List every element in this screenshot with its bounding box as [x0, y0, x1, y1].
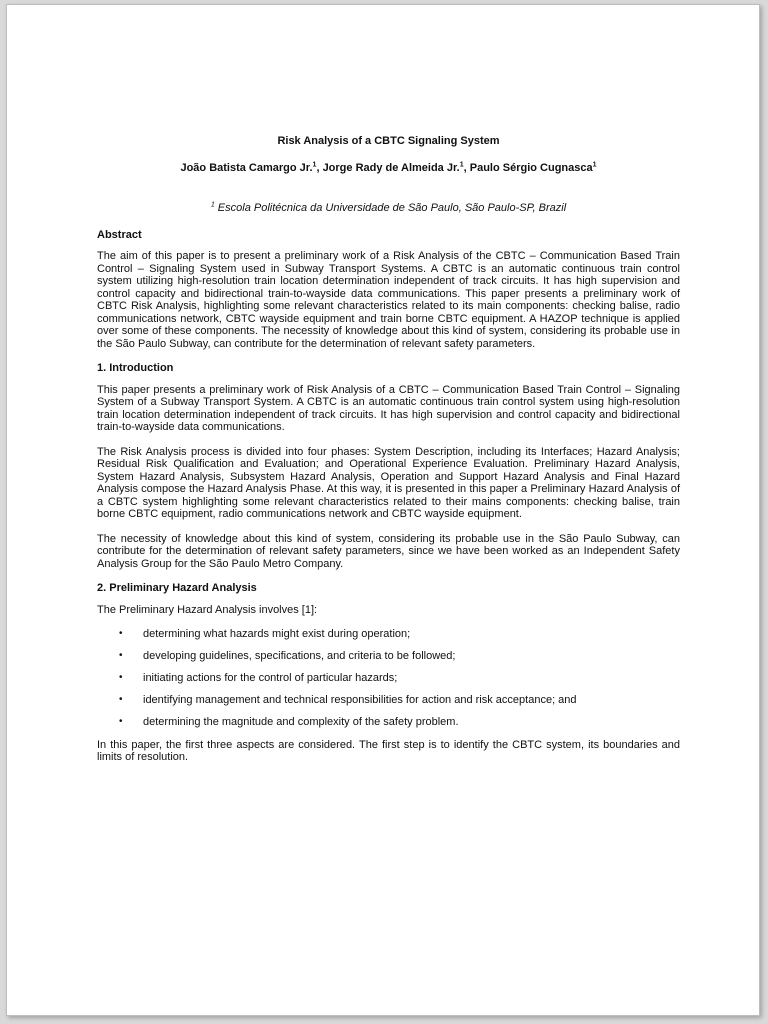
author-affiliation-mark: 1: [312, 160, 317, 168]
pha-intro: The Preliminary Hazard Analysis involves [1]:: [97, 603, 318, 616]
intro-paragraph: The Risk Analysis process is divided into four phases: System Description, including its Interfaces; Hazard Analysis; Residual Risk Qualification and Evaluation; and Operational Experience Evaluation. Preliminary Hazard Analysis, System Hazard Analysis, Subsystem Hazard Analysis, Operation and Support Hazard Analysis and Final Hazard Analysis compose the Hazard Analysis Phase. At this way, it is presented in this paper a Preliminary Hazard Analysis of a CBTC system highlighting some relevant characteristics related to their mains components: checking balise, train borne CBTC equipment, radio communications network and CBTC wayside equipment.: [97, 445, 680, 520]
intro-paragraph: The necessity of knowledge about this kind of system, considering its probable use in the São Paulo Subway, can contribute for the determination of relevant safety parameters, since we have been worked as an Independent Safety Analysis Group for the São Paulo Metro Company.: [97, 532, 680, 570]
author-name: João Batista Camargo Jr.: [180, 161, 313, 174]
abstract-heading: Abstract: [97, 228, 142, 241]
bullet-icon: •: [119, 672, 123, 683]
list-item-text: initiating actions for the control of particular hazards;: [143, 672, 398, 684]
pha-closing-paragraph: In this paper, the first three aspects are considered. The first step is to identify the CBTC system, its boundaries and limits of resolution.: [97, 738, 680, 763]
document-page: [6, 4, 760, 1016]
bullet-icon: •: [119, 694, 123, 705]
list-item-text: determining what hazards might exist during operation;: [143, 628, 411, 640]
list-item-text: identifying management and technical responsibilities for action and risk acceptance; and: [143, 694, 577, 706]
section-heading-introduction: 1. Introduction: [97, 362, 174, 374]
list-item: [97, 672, 680, 685]
author-separator: ,: [316, 161, 323, 174]
paper-title: Risk Analysis of a CBTC Signaling System: [277, 135, 500, 147]
abstract-text: The aim of this paper is to present a preliminary work of a Risk Analysis of the CBTC – Communication Based Train Control – Signaling System used in Subway Transport Systems. A CBTC is an automatic continuous train control system utilizing high-resolution train location determination independent of track circuits. It has high supervision and control capacity and bidirectional train-to-wayside data communications. This paper presents a preliminary work of CBTC Risk Analysis, highlighting some relevant characteristics related to its main components: checking balise, radio communications network, CBTC wayside equipment and train borne CBTC equipment. A HAZOP technique is applied over some of these components. The necessity of knowledge about this kind of system, considering its probable use in the São Paulo Subway, can contribute for the determination of relevant safety parameters.: [97, 250, 680, 350]
list-item: [97, 650, 680, 663]
intro-paragraph: This paper presents a preliminary work of Risk Analysis of a CBTC – Communication Based Train Control – Signaling System of a Subway Transport System. A CBTC is an automatic continuous train control system using high-resolution train location determination independent of track circuits. It has high supervision and control capacity and bidirectional train-to-wayside data communications.: [97, 383, 680, 433]
affiliation: [97, 202, 680, 215]
pha-bullet-list: [97, 628, 680, 729]
author-affiliation-mark: 1: [592, 160, 597, 168]
list-item: [97, 716, 680, 729]
author-name: Paulo Sérgio Cugnasca: [469, 161, 593, 174]
section-heading-pha: 2. Preliminary Hazard Analysis: [97, 582, 257, 594]
bullet-icon: •: [119, 650, 123, 661]
list-item: [97, 694, 680, 707]
affiliation-mark: 1: [210, 201, 215, 209]
list-item: [97, 628, 680, 641]
author-affiliation-mark: 1: [459, 160, 464, 168]
author-list: [97, 162, 680, 175]
affiliation-text: Escola Politécnica da Universidade de São Paulo, São Paulo-SP, Brazil: [214, 202, 567, 214]
author-name: Jorge Rady de Almeida Jr.: [322, 161, 460, 174]
bullet-icon: •: [119, 716, 123, 727]
author-separator: ,: [463, 161, 470, 174]
bullet-icon: •: [119, 628, 123, 639]
list-item-text: determining the magnitude and complexity of the safety problem.: [143, 716, 459, 728]
list-item-text: developing guidelines, specifications, and criteria to be followed;: [143, 650, 456, 662]
paper-content: [97, 135, 680, 776]
